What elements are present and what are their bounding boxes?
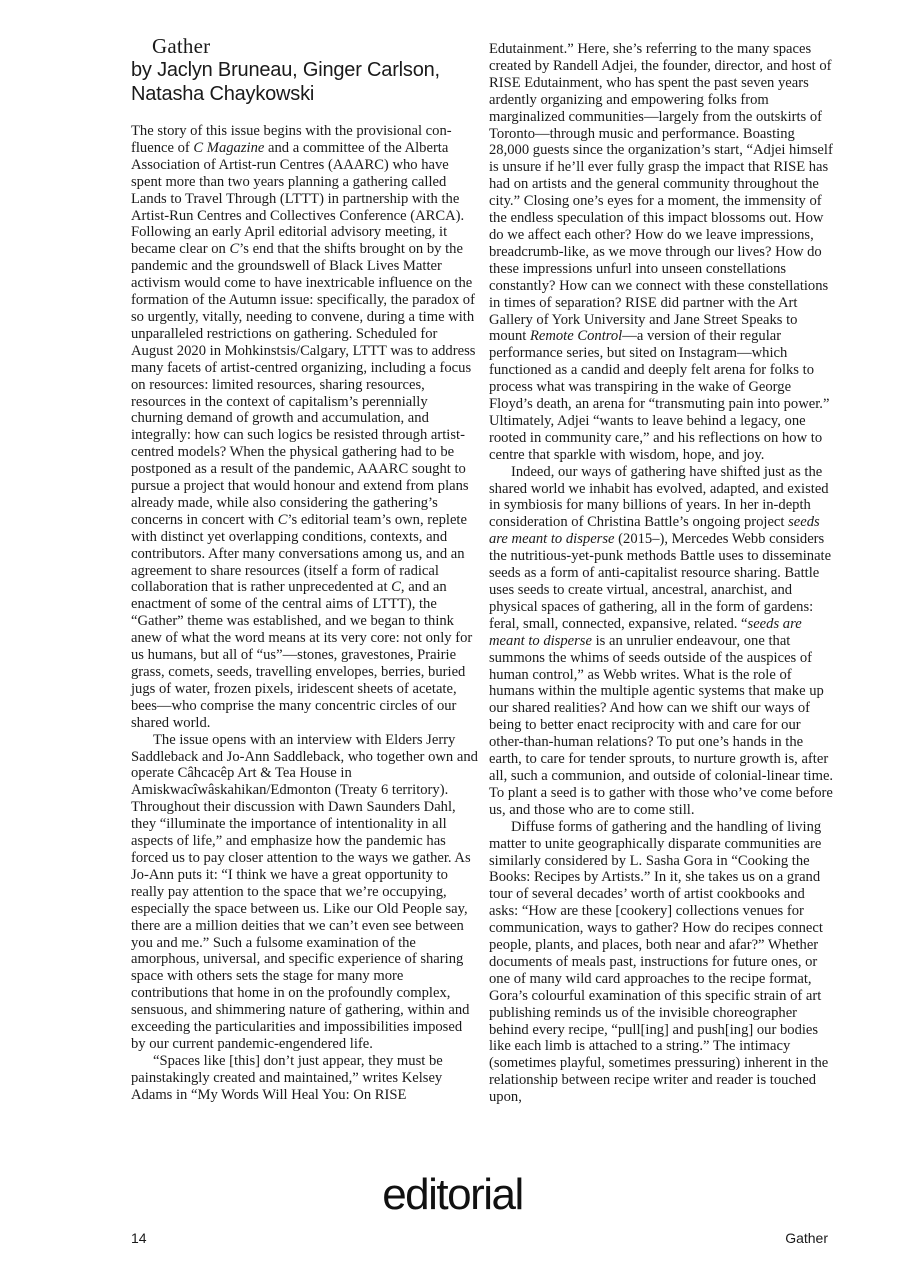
article-byline: by Jaclyn Bruneau, Ginger Carlson, Natasha Chaykowski [131,59,440,105]
paragraph: The story of this issue begins with the provisional confluence of C Magazine and a committee of the Alberta Association of Artist-run Centres (AAARC) who have spent more than two years planning a gathering called Lands to Travel Through (LTTT) in partnership with the Artist-Run Centres and Collectives Conference (ARCA). Following an early April editorial advisory meeting, it became clear on C’s end that the shifts brought on by the pandemic and the groundswell of Black Lives Matter activism would come to have inextricable influence on the formation of the Autumn issue: specifically, the paradox of so urgently, vitally, needing to convene, during a time with unparalleled restrictions on gathering. Scheduled for August 2020 in Mohkinstsis/Calgary, LTTT was to address many facets of artist-centred organizing, including a focus on resources: limited resources, sharing resources, resources in the context of capitalism’s perennially churning demand of growth and accumulation, and integrally: how can such logics be resisted through artist-centred models? When the physical gathering had to be postponed as a result of the pandemic, AAARC sought to pursue a project that would honour and extend from plans already made, while also considering the gathering’s concerns in concert with C’s editorial team’s own, replete with distinct yet overlapping conditions, contexts, and contributors. After many conversations among us, and an agreement to share resources (itself a form of radical collaboration that is rather unprecedented at C, and an enactment of some of the central aims of LTTT), the “Gather” theme was established, and we began to think anew of what the word means at its very core: not only for us humans, but all of “us”—stones, gravestones, Prairie grass, comets, seeds, travelling envelopes, berries, buried jugs of water, frozen pixels, iridescent sheets of acetate, bees—who comprise the many concentric circles of our shared world. [131,123,476,731]
article-kicker: Gather [152,34,211,58]
paragraph: Indeed, our ways of gathering have shifted just as the shared world we inhabit has evolved, adapted, and existed in symbiosis for many billions of years. In her in-depth consideration of Christina Battle’s ongoing project seeds are meant to disperse (2015–), Mercedes Webb considers the nutritious-yet-punk methods Battle uses to disseminate seeds as a form of anti-capitalist resource sharing. Battle uses seeds to create virtual, ancestral, anarchist, and physical spaces of gathering, all in the form of gardens: feral, small, connected, expansive, related. “seeds are meant to disperse is an unrulier endeavour, one that summons the whims of seeds outside of the auspices of human control,” as Webb writes. What is the role of humans within the multiple agentic systems that make up our shared realities? And how can we shift our ways of being to better enact reciprocity with and care for our other-than-human relations? To put one’s hands in the earth, to care for tender sprouts, to nurture growth is, after all, such a communion, and outside of colonial-linear time. To plant a seed is to gather with those who’ve come before us, and those who are to come still. [489,463,834,818]
article-header [131,34,481,106]
text-column-left [131,123,478,1104]
section-label: editorial [382,1170,523,1219]
page-number: 14 [131,1230,147,1246]
paragraph: Edutainment.” Here, she’s referring to the many spaces created by Randell Adjei, the founder, director, and host of RISE Edutainment, who has spent the past seven years ardently organizing and empowering folks from marginalized communities—largely from the outskirts of Toronto—through music and performance. Boasting 28,000 guests since the organization’s start, “Adjei himself is unsure if he’ll ever fully grasp the impact that RISE has had on artists and the general community throughout the city.” Closing one’s eyes for a moment, the immensity of the endless speculation of this impact blossoms out. How do we affect each other? How do we leave impressions, breadcrumb-like, as we move through our lives? How do these impressions unfurl into unseen constellations constantly? How can we connect with these constellations in times of separation? RISE did partner with the Art Gallery of York University and Jane Street Speaks to mount Remote Control—a version of their regular performance series, but sited on Instagram—which functioned as a candid and deeply felt arena for folks to process what was transpiring in the wake of George Floyd’s death, an arena for “transmuting pain into power.” Ultimately, Adjei “wants to leave behind a legacy, one rooted in community care,” and his reflections on how to centre that sparkle with wisdom, hope, and joy. [489,41,833,463]
paragraph: The issue opens with an interview with Elders Jerry Saddleback and Jo-Ann Saddleback, who together own and operate Câhcacêp Art & Tea House in Amiskwacîwâskahikan/Edmonton (Treaty 6 territory). Throughout their discussion with Dawn Saunders Dahl, they “illuminate the importance of intentionality in all aspects of life,” and emphasize how the pandemic has forced us to pay closer attention to the ways we gather. As Jo-Ann puts it: “I think we have a great opportunity to really pay attention to the space that we’re occupying, especially the space between us. Like our Old People say, there are a million deities that we can’t even see between you and me.” Such a fulsome examination of the amorphous, universal, and specific experience of sharing space with others sets the stage for many more contributions that home in on the profoundly complex, sensuous, and shimmering nature of gathering, within and exceeding the particularities and impossibilities imposed by our current pandemic-engendered life. [131,731,478,1052]
paragraph: “Spaces like [this] don’t just appear, they must be painstakingly created and maintained,” writes Kelsey Adams in “My Words Will Heal You: On RISE [131,1052,443,1103]
running-title: Gather [785,1230,828,1246]
paragraph: Diffuse forms of gathering and the handling of living matter to unite geographically disparate communities are similarly considered by L. Sasha Gora in “Cooking the Books: Recipes by Artists.” In it, she takes us on a grand tour of several decades’ worth of artist cookbooks and asks: “How are these [cookery] collections venues for communication, ways to gather? How do recipes connect people, plants, and places, both near and afar?” Whether documents of meals past, instructions for future ones, or one of many wild card approaches to the recipe format, Gora’s colourful examination of this specific strain of art publishing reminds us of the invisible choreographer behind every recipe, “pull[ing] and push[ing] our bodies like each limb is attached to a string.” The intimacy (sometimes playful, sometimes pressuring) inherent in the relationship between recipe writer and reader is touched upon, [489,818,829,1106]
text-column-right [489,41,834,1106]
